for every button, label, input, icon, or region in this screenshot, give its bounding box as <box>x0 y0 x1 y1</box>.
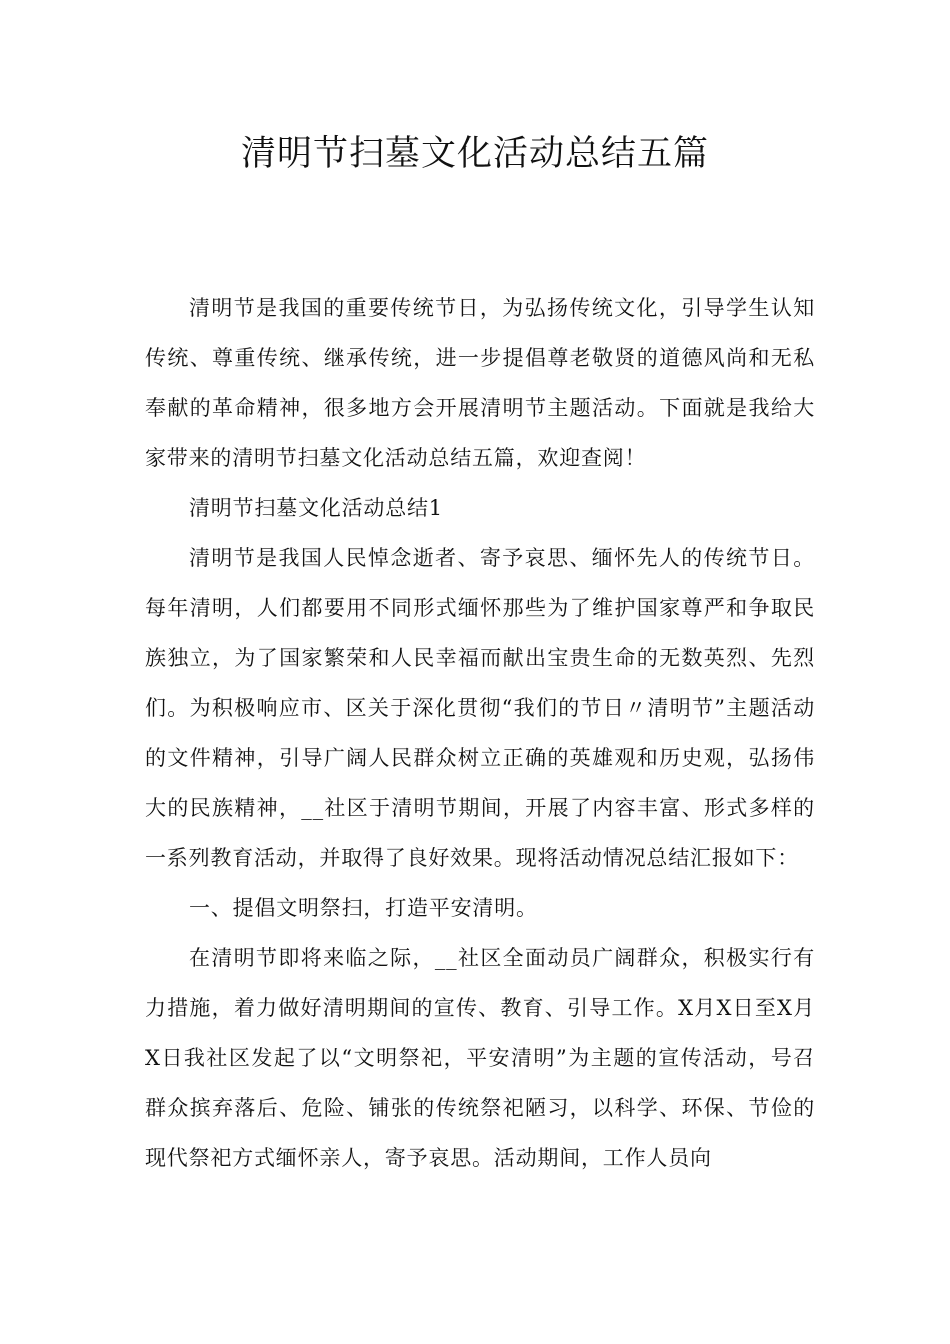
document-body <box>145 283 815 1183</box>
section-heading: 清明节扫墓文化活动总结1 <box>189 496 443 520</box>
body-paragraph: 在清明节即将来临之际，__社区全面动员广阔群众，积极实行有力措施，着力做好清明期间的宣传、教育、引导工作。X月X日至X月X日我社区发起了以“文明祭祀，平安清明”为主题的宣传活动，号召群众摈弃落后、危险、铺张的传统祭祀陋习，以科学、环保、节俭的现代祭祀方式缅怀亲人，寄予哀思。活动期间，工作人员向 <box>145 946 815 1170</box>
intro-paragraph: 清明节是我国的重要传统节日，为弘扬传统文化，引导学生认知传统、尊重传统、继承传统，进一步提倡尊老敬贤的道德风尚和无私奉献的革命精神，很多地方会开展清明节主题活动。下面就是我给大家带来的清明节扫墓文化活动总结五篇，欢迎查阅！ <box>145 296 815 470</box>
document-title: 清明节扫墓文化活动总结五篇 <box>240 134 709 174</box>
subsection-heading: 一、提倡文明祭扫，打造平安清明。 <box>189 896 538 920</box>
body-paragraph: 清明节是我国人民悼念逝者、寄予哀思、缅怀先人的传统节日。每年清明，人们都要用不同形式缅怀那些为了维护国家尊严和争取民族独立，为了国家繁荣和人民幸福而献出宝贵生命的无数英烈、先烈们。为积极响应市、区关于深化贯彻“我们的节日〃清明节”主题活动的文件精神，引导广阔人民群众树立正确的英雄观和历史观，弘扬伟大的民族精神，__社区于清明节期间，开展了内容丰富、形式多样的一系列教育活动，并取得了良好效果。现将活动情况总结汇报如下： <box>145 546 815 870</box>
